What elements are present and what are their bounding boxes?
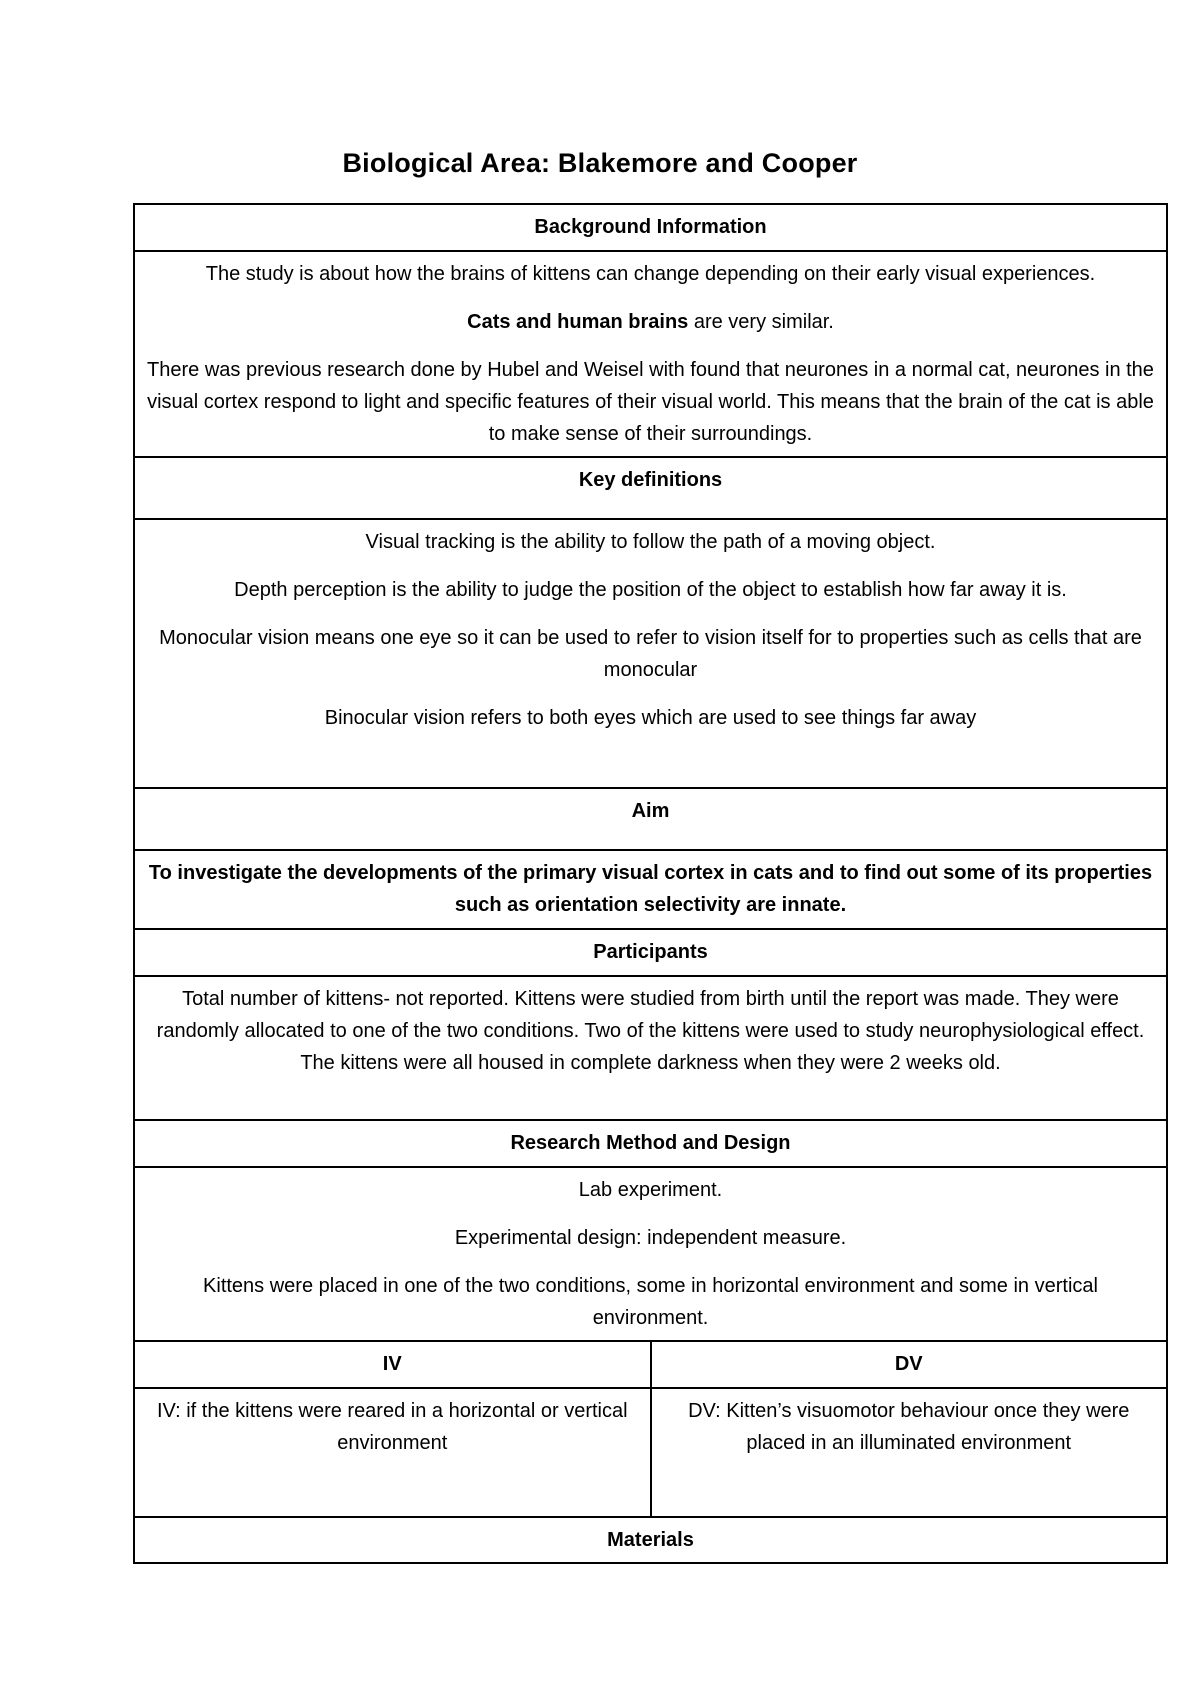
background-heading-row	[134, 204, 1167, 251]
participants-content: Total number of kittens- not reported. Kittens were studied from birth until the report was made. They were randomly allocated to one of the two conditions. Two of the kittens were used to study neurophysiological effect. The kittens were all housed in complete darkness when they were 2 weeks old.	[134, 976, 1167, 1120]
background-content	[134, 251, 1167, 457]
aim-content-row	[134, 850, 1167, 929]
participants-heading-row	[134, 929, 1167, 976]
background-paragraph-2-bold: Cats and human brains	[467, 311, 689, 333]
aim-heading-row	[134, 788, 1167, 850]
dv-heading: DV	[651, 1341, 1168, 1388]
definitions-content-row	[134, 519, 1167, 788]
definition-item: Binocular vision refers to both eyes which are used to see things far away	[324, 707, 977, 729]
background-content-row	[134, 251, 1167, 457]
dv-content: DV: Kitten’s visuomotor behaviour once they were placed in an illuminated environment	[651, 1388, 1168, 1517]
iv-content: IV: if the kittens were reared in a horizontal or vertical environment	[134, 1388, 651, 1517]
background-paragraph-2	[143, 306, 1158, 338]
definitions-heading: Key definitions	[134, 457, 1167, 519]
background-heading: Background Information	[134, 204, 1167, 251]
materials-heading-row	[134, 1517, 1167, 1563]
aim-content: To investigate the developments of the primary visual cortex in cats and to find out some of its properties such as orientation selectivity are innate.	[134, 850, 1167, 929]
page-title: Biological Area: Blakemore and Cooper	[342, 148, 858, 178]
variables-heading-row	[134, 1341, 1167, 1388]
materials-heading: Materials	[134, 1517, 1167, 1563]
definition-item: Visual tracking is the ability to follow the path of a moving object.	[365, 531, 936, 553]
method-item: Kittens were placed in one of the two conditions, some in horizontal environment and some in vertical environment.	[203, 1275, 1098, 1329]
definitions-content	[134, 519, 1167, 788]
method-content	[134, 1167, 1167, 1341]
method-heading-row	[134, 1120, 1167, 1167]
aim-heading: Aim	[134, 788, 1167, 850]
study-table	[133, 203, 1168, 1564]
participants-content-row	[134, 976, 1167, 1120]
iv-heading: IV	[134, 1341, 651, 1388]
definition-item: Depth perception is the ability to judge the position of the object to establish how far away it is.	[234, 579, 1067, 601]
definitions-heading-row	[134, 457, 1167, 519]
background-paragraph-2-rest: are very similar.	[688, 311, 834, 333]
method-content-row	[134, 1167, 1167, 1341]
variables-content-row	[134, 1388, 1167, 1517]
participants-heading: Participants	[134, 929, 1167, 976]
definition-item: Monocular vision means one eye so it can be used to refer to vision itself for to properties such as cells that are monocular	[159, 627, 1142, 681]
method-item: Experimental design: independent measure.	[454, 1227, 847, 1249]
background-paragraph-3: There was previous research done by Hubel and Weisel with found that neurones in a normal cat, neurones in the visual cortex respond to light and specific features of their visual world. This means that the brain of the cat is able to make sense of their surroundings.	[147, 359, 1154, 445]
method-heading: Research Method and Design	[134, 1120, 1167, 1167]
method-item: Lab experiment.	[578, 1179, 723, 1201]
background-paragraph-1: The study is about how the brains of kittens can change depending on their early visual experiences.	[205, 263, 1096, 285]
